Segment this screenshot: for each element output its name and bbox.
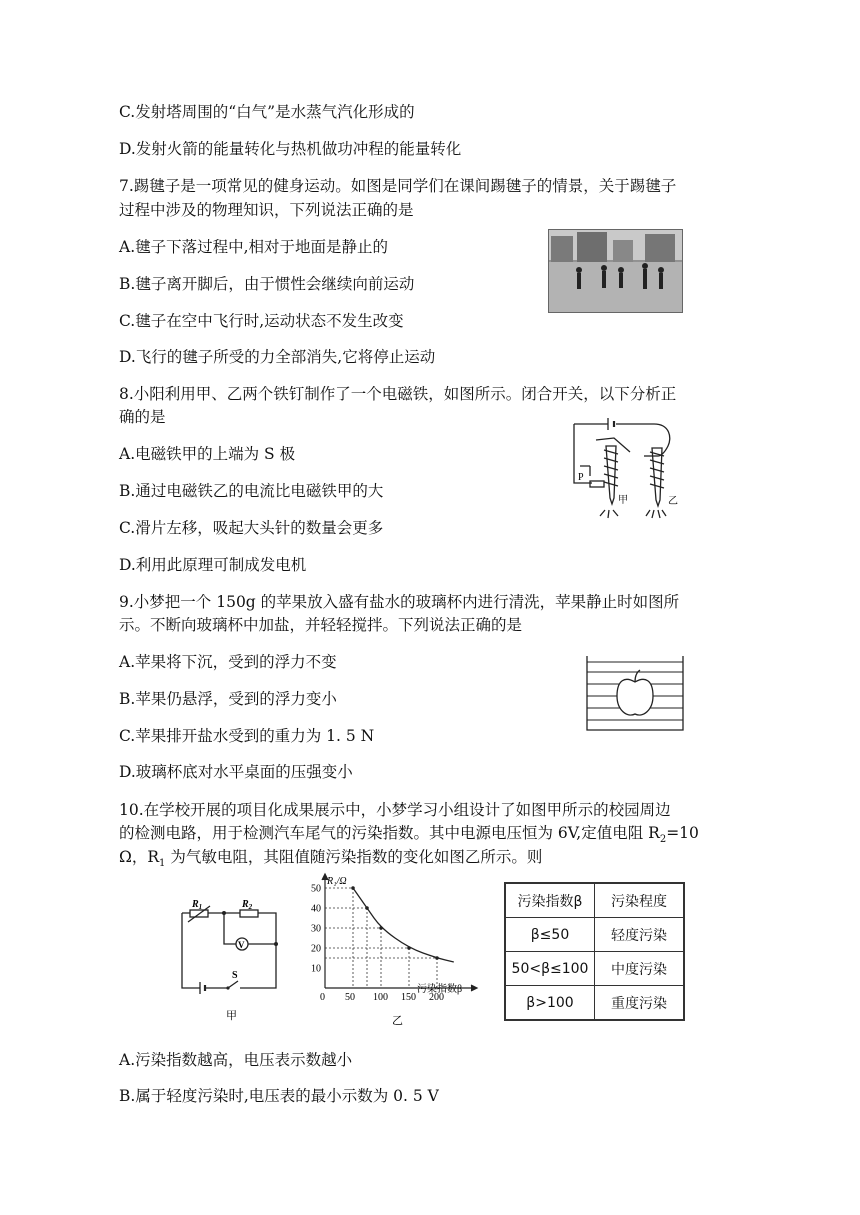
question-9-line-1: 9.小梦把一个 150g 的苹果放入盛有盐水的玻璃杯内进行清洗，苹果静止时如图所 bbox=[119, 593, 680, 611]
data-point bbox=[379, 926, 383, 930]
electromagnet-figure bbox=[568, 418, 686, 523]
r1-label: $R_1$ bbox=[192, 899, 203, 911]
subscript: 1 bbox=[159, 858, 166, 870]
resistance-chart bbox=[305, 870, 483, 1030]
option-b-q9: B.苹果仍悬浮，受到的浮力变小 bbox=[119, 690, 337, 708]
x-tick-label: 100 bbox=[373, 992, 388, 1003]
option-a-q8: A.电磁铁甲的上端为 S 极 bbox=[119, 445, 296, 463]
question-10-line-1: 10.在学校开展的项目化成果展示中，小梦学习小组设计了如图甲所示的校园周边 bbox=[119, 801, 671, 819]
x-tick-label: 50 bbox=[345, 992, 355, 1003]
option-a-q10: A.污染指数越高，电压表示数越小 bbox=[119, 1051, 353, 1069]
option-b-q10: B.属于轻度污染时,电压表的最小示数为 0. 5 V bbox=[119, 1087, 439, 1105]
apple-glass-figure bbox=[585, 654, 685, 732]
table-cell: 轻度污染 bbox=[595, 918, 685, 952]
option-a-q7: A.毽子下落过程中,相对于地面是静止的 bbox=[119, 238, 389, 256]
table-cell: β≤50 bbox=[505, 918, 595, 952]
data-point bbox=[435, 956, 439, 960]
table-cell: β>100 bbox=[505, 986, 595, 1021]
switch-label: S bbox=[232, 970, 238, 981]
table-header-row bbox=[505, 883, 684, 918]
option-c-q9: C.苹果排开盐水受到的重力为 1. 5 N bbox=[119, 727, 375, 745]
resistance-curve bbox=[353, 888, 454, 962]
option-b-q8: B.通过电磁铁乙的电流比电磁铁甲的大 bbox=[119, 482, 384, 500]
question-10-line-3-text: 为气敏电阻，其阻值随污染指数的变化如图乙所示。则 bbox=[165, 848, 543, 866]
table-cell: 重度污染 bbox=[595, 986, 685, 1021]
shuttlecock-photo bbox=[548, 229, 683, 313]
y-tick-label: 30 bbox=[311, 923, 321, 935]
x-tick-label: 0 bbox=[320, 992, 325, 1003]
table-cell: 中度污染 bbox=[595, 952, 685, 986]
y-tick-label: 10 bbox=[311, 963, 321, 975]
question-9-line-2: 示。不断向玻璃杯中加盐，并轻轻搅拌。下列说法正确的是 bbox=[119, 616, 523, 634]
option-d-q7: D.飞行的毽子所受的力全部消失,它将停止运动 bbox=[119, 348, 436, 366]
x-tick-label: 150 bbox=[401, 992, 416, 1003]
y-tick-label: 50 bbox=[311, 883, 321, 895]
option-a-q9: A.苹果将下沉，受到的浮力不变 bbox=[119, 653, 337, 671]
magnet-yi-label: 乙 bbox=[668, 496, 678, 507]
option-d-q6: D.发射火箭的能量转化与热机做功冲程的能量转化 bbox=[119, 140, 462, 158]
chart-caption: 乙 bbox=[392, 1015, 403, 1027]
circuit-jia bbox=[176, 898, 296, 1023]
r2-label: $R_2$ bbox=[242, 899, 253, 911]
option-b-q7: B.毽子离开脚后，由于惯性会继续向前运动 bbox=[119, 275, 415, 293]
circuit-caption: 甲 bbox=[226, 1010, 237, 1022]
question-8-line-2: 确的是 bbox=[119, 408, 166, 426]
option-d-q9: D.玻璃杯底对水平桌面的压强变小 bbox=[119, 763, 353, 781]
question-7-line-1: 7.踢毽子是一项常见的健身运动。如图是同学们在课间踢毽子的情景，关于踢毽子 bbox=[119, 177, 677, 195]
x-axis-label: 污染指数β bbox=[417, 984, 463, 995]
table-row bbox=[505, 918, 684, 952]
question-10-line-3-head: Ω，R bbox=[119, 848, 160, 866]
table-row bbox=[505, 952, 684, 986]
option-c-q7: C.毽子在空中飞行时,运动状态不发生改变 bbox=[119, 312, 404, 330]
y-tick-label: 20 bbox=[311, 943, 321, 955]
question-8-line-1: 8.小阳利用甲、乙两个铁钉制作了一个电磁铁，如图所示。闭合开关，以下分析正 bbox=[119, 385, 677, 403]
question-7-line-2: 过程中涉及的物理知识，下列说法正确的是 bbox=[119, 201, 414, 219]
data-point bbox=[407, 946, 411, 950]
x-tick-label: 200 bbox=[429, 992, 444, 1003]
magnet-jia-label: 甲 bbox=[618, 495, 628, 506]
subscript: 2 bbox=[659, 834, 667, 846]
y-tick-label: 40 bbox=[311, 903, 321, 915]
table-cell: 污染程度 bbox=[595, 883, 685, 918]
data-point bbox=[351, 886, 355, 890]
option-c-q8: C.滑片左移，吸起大头针的数量会更多 bbox=[119, 519, 384, 537]
data-point bbox=[365, 906, 369, 910]
option-c-q6: C.发射塔周围的“白气”是水蒸气汽化形成的 bbox=[119, 103, 415, 121]
pollution-table bbox=[504, 882, 685, 1021]
y-axis-label: R₁/Ω bbox=[327, 876, 347, 887]
table-cell: 污染指数β bbox=[505, 883, 595, 918]
voltmeter-label: V bbox=[238, 940, 245, 950]
question-10-line-2-text: 的检测电路，用于检测汽车尾气的污染指数。其中电源电压恒为 6V,定值电阻 R bbox=[119, 824, 660, 842]
table-row bbox=[505, 986, 684, 1021]
table-cell: 50<β≤100 bbox=[505, 952, 595, 986]
option-d-q8: D.利用此原理可制成发电机 bbox=[119, 556, 307, 574]
slider-label-p: P bbox=[578, 472, 584, 483]
question-10-line-2-tail: =10 bbox=[666, 824, 699, 842]
